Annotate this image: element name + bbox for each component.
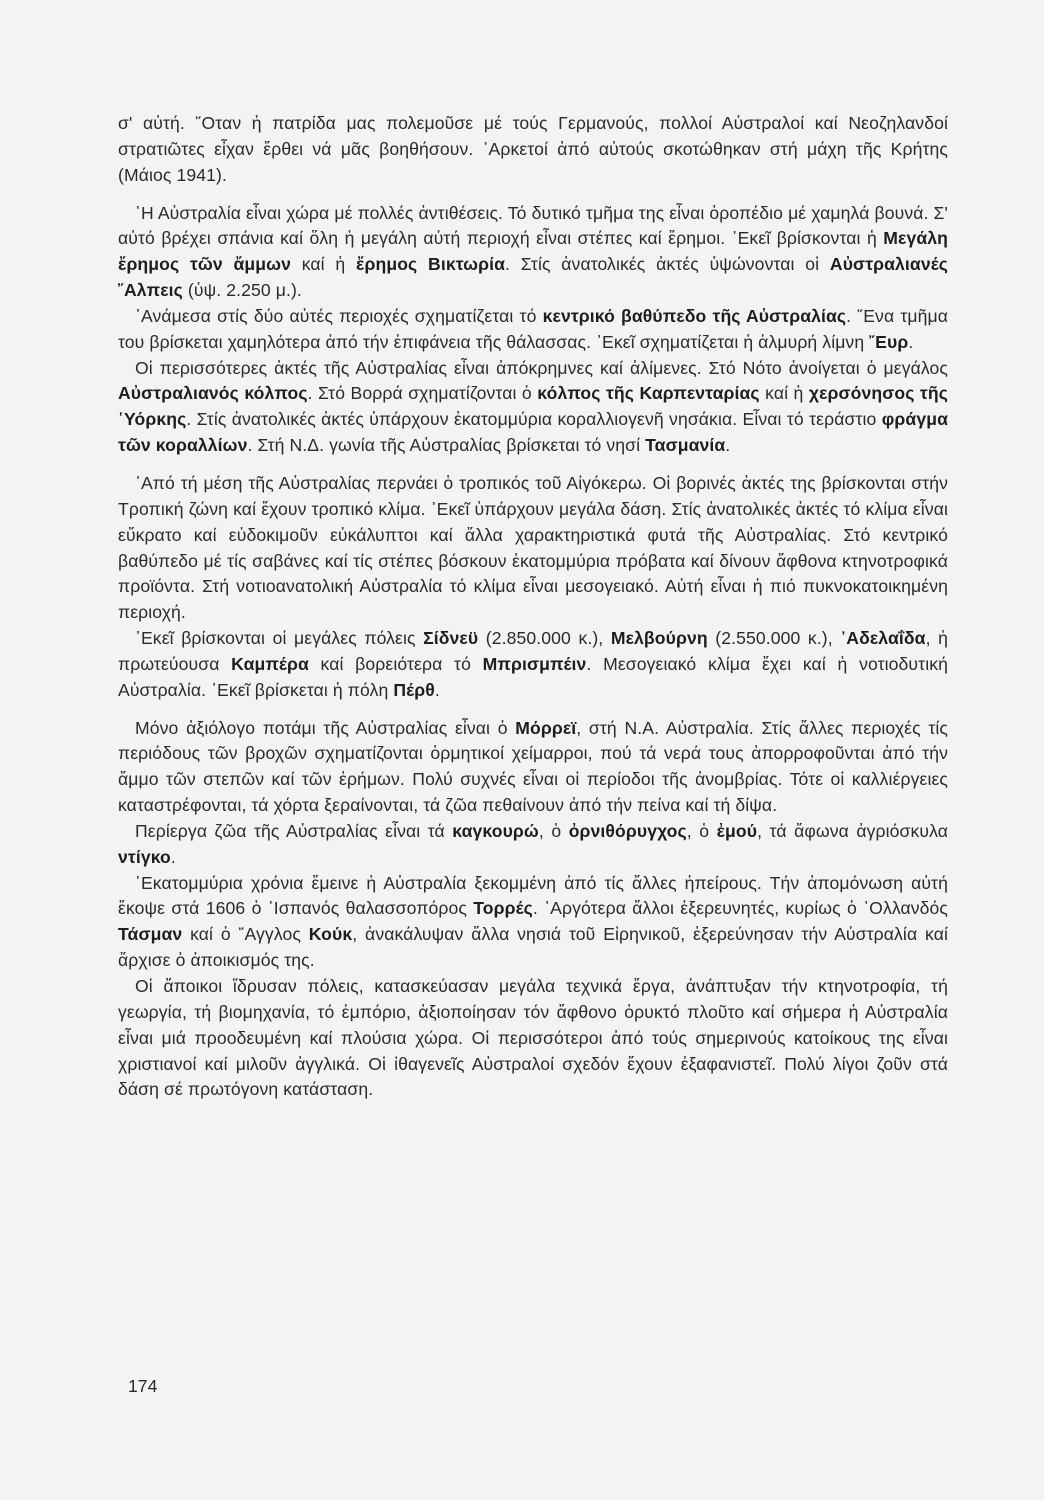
text-run: καί ἡ — [759, 383, 809, 404]
text-run: . Στό Βορρά σχηματίζονται ὁ — [307, 383, 538, 404]
text-run: , τά ἄφωνα ἀγριόσκυλα — [757, 820, 948, 841]
text-run: . — [434, 679, 440, 700]
text-run: . Στίς ἀνατολικές ἀκτές ὑπάρχουν ἑκατομμύρια κοραλλιογενῆ νησάκια. Εἶναι τό τεράστιο — [186, 409, 882, 430]
bold-term: κόλπος τῆς Καρπενταρίας — [537, 383, 760, 404]
text-run: , ὁ — [686, 820, 717, 841]
bold-term: Σίδνεϋ — [423, 628, 479, 649]
paragraph — [118, 626, 948, 704]
bold-term: Αὐστραλιανός κόλπος — [118, 383, 308, 404]
body-text — [118, 111, 948, 1103]
paragraph — [118, 111, 948, 189]
text-run: καί ὁ ῎Αγγλος — [182, 924, 309, 945]
bold-term: ἔρημος Βικτωρία — [356, 254, 506, 275]
text-run: ῾Εκατομμύρια χρόνια ἔμεινε ἡ Αὐστραλία ξεκομμένη ἀπό τίς ἄλλες ἠπείρους. Τήν ἀπομόνωση αὐτή ἔκοψε στά 1606 ὁ ᾿Ισπανός θαλασσοπόρος — [118, 872, 948, 919]
text-run: Περίεργα ζῶα τῆς Αὐστραλίας εἶναι τά — [135, 820, 453, 841]
text-run: , ἀνακάλυψαν ἄλλα νησιά τοῦ Εἰρηνικοῦ, ἐξερεύνησαν τήν Αὐστραλία καί ἄρχισε ὁ ἀποικισμός της. — [118, 924, 948, 971]
bold-term: Μεγάλη ἔρημος τῶν ἄμμων — [118, 228, 948, 275]
text-run: Οἱ περισσότερες ἀκτές τῆς Αὐστραλίας εἶναι ἀπόκρημνες καί ἀλίμενες. Στό Νότο ἀνοίγεται ὁ μεγάλος — [135, 357, 948, 378]
bold-term: Τασμανία — [645, 435, 726, 456]
bold-term: καγκουρώ — [452, 820, 539, 841]
bold-term: Καμπέρα — [231, 653, 309, 674]
text-run: . Μεσογειακό κλίμα ἔχει καί ἡ νοτιοδυτική Αὐστραλία. ᾿Εκεῖ βρίσκεται ἡ πόλη — [118, 653, 948, 700]
text-run: . — [170, 846, 176, 867]
bold-term: κεντρικό βαθύπεδο τῆς Αὐστραλίας — [542, 305, 847, 326]
page-number: 174 — [128, 1376, 158, 1396]
bold-term: φράγμα τῶν κοραλλίων — [118, 409, 948, 456]
text-run: Μόνο ἀξιόλογο ποτάμι τῆς Αὐστραλίας εἶναι ὁ — [135, 717, 516, 738]
text-run: . — [908, 331, 914, 352]
text-run: σ' αὐτή. ῞Οταν ἡ πατρίδα μας πολεμοῦσε μέ τούς Γερμανούς, πολλοί Αὐστραλοί καί Νεοζηλανδοί στρατιῶτες εἶχαν ἔρθει νά μᾶς βοηθήσουν. ᾿Αρκετοί ἀπό αὐτούς σκοτώθηκαν στή μάχη τῆς Κρήτης (Μάιος 1941). — [118, 113, 948, 185]
paragraph — [118, 716, 948, 819]
text-run: ᾿Ανάμεσα στίς δύο αὐτές περιοχές σχηματίζεται τό — [135, 305, 543, 326]
text-run: . Στίς ἀνατολικές ἀκτές ὑψώνονται οἱ — [505, 254, 830, 275]
text-run: , ὁ — [538, 820, 569, 841]
text-run: . ᾿Αργότερα ἄλλοι ἐξερευνητές, κυρίως ὁ ᾿Ολλανδός — [532, 898, 949, 919]
text-run: ῾Η Αὐστραλία εἶναι χώρα μέ πολλές ἀντιθέσεις. Τό δυτικό τμῆμα της εἶναι ὀροπέδιο μέ χαμηλά βουνά. Σ' αὐτό βρέχει σπάνια καί ὅλη ἡ μεγάλη αὐτή περιοχή εἶναι στέπες καί ἔρημοι. ᾿Εκεῖ βρίσκονται ἡ — [118, 202, 948, 249]
text-run: . Στή Ν.Δ. γωνία τῆς Αὐστραλίας βρίσκεται τό νησί — [247, 435, 646, 456]
bold-term: ῎Ευρ — [869, 331, 909, 352]
bold-term: Κούκ — [308, 924, 353, 945]
text-run: , στή Ν.Α. Αὐστραλία. Στίς ἄλλες περιοχές τίς περιόδους τῶν βροχῶν σχηματίζονται ὁρμητικοί χείμαρροι, πού τά νερά τους ἀπορροφοῦνται ἀπό τήν ἄμμο τῶν στεπῶν καί τῶν ἐρήμων. Πολύ συχνές εἶναι οἱ περίοδοι τῆς ἀνομβρίας. Τότε οἱ καλλιέργειες καταστρέφονται, τά χόρτα ξεραίνονται, τά ζῶα πεθαίνουν ἀπό τήν πείνα καί τή δίψα. — [118, 717, 948, 816]
text-run: (2.550.000 κ.), — [707, 628, 841, 649]
paragraph — [118, 871, 948, 974]
bold-term: Μελβούρνη — [610, 628, 708, 649]
text-run: . — [725, 435, 731, 456]
bold-term: Τορρές — [473, 898, 533, 919]
text-run: (ὑψ. 2.250 μ.). — [182, 280, 302, 301]
text-run: καί βορειότερα τό — [308, 653, 483, 674]
bold-term: Τάσμαν — [118, 924, 183, 945]
text-run: ᾿Από τή μέση τῆς Αὐστραλίας περνάει ὁ τροπικός τοῦ Αἰγόκερω. Οἱ βορινές ἀκτές της βρίσκονται στήν Τροπική ζώνη καί ἔχουν τροπικό κλίμα. ᾿Εκεῖ ὑπάρχουν μεγάλα δάση. Στίς ἀνατολικές ἀκτές τό κλίμα εἶναι εὔκρατο καί εὐδοκιμοῦν εὐκάλυπτοι καί ἄλλα χαρακτηριστικά φυτά τῆς Αὐστραλίας. Στό κεντρικό βαθύπεδο μέ τίς σαβάνες καί τίς στέπες βόσκουν ἑκατομμύρια πρόβατα καί δίνουν ἄφθονα κτηνοτροφικά προϊόντα. Στή νοτιοανατολική Αὐστραλία τό κλίμα εἶναι μεσογειακό. Αὐτή εἶναι ἡ πιό πυκνοκατοικημένη περιοχή. — [118, 472, 948, 623]
paragraph — [118, 201, 948, 304]
bold-term: ὀρνιθόρυγχος — [568, 820, 687, 841]
bold-term: ἐμού — [716, 820, 758, 841]
bold-term: ντίγκο — [118, 846, 171, 867]
paragraph — [118, 356, 948, 459]
text-run: . ῞Ενα τμῆμα του βρίσκεται χαμηλότερα ἀπό τήν ἐπιφάνεια τῆς θάλασσας. ᾿Εκεῖ σχηματίζεται ἡ ἁλμυρή λίμνη — [118, 305, 949, 352]
text-run: καί ἡ — [291, 254, 357, 275]
bold-term: Αὐστραλιανές ῎Αλπεις — [118, 254, 948, 301]
bold-term: Πέρθ — [393, 679, 435, 700]
text-run: Οἱ ἄποικοι ἵδρυσαν πόλεις, κατασκεύασαν μεγάλα τεχνικά ἔργα, ἀνάπτυξαν τήν κτηνοτροφία, τή γεωργία, τή βιομηχανία, τό ἐμπόριο, ἀξιοποίησαν τόν ἄφθονο ὀρυκτό πλοῦτο καί σήμερα ἡ Αὐστραλία εἶναι μιά προοδευμένη καί πλούσια χώρα. Οἱ περισσότεροι ἀπό τούς σημερινούς κατοίκους της εἶναι χριστιανοί καί μιλοῦν ἀγγλικά. Οἱ ἰθαγενεῖς Αὐστραλοί σχεδόν ἔχουν ἐξαφανιστεῖ. Πολύ λίγοι ζοῦν στά δάση σέ πρωτόγονη κατάσταση. — [118, 976, 948, 1100]
text-run: , ἡ πρωτεύουσα — [118, 628, 948, 674]
paragraph — [118, 819, 948, 871]
bold-term: ᾿Αδελαΐδα — [840, 628, 926, 649]
bold-term: Μπρισμπέιν — [482, 653, 587, 674]
paragraph — [118, 304, 948, 356]
paragraph — [118, 974, 948, 1103]
text-run: ᾿Εκεῖ βρίσκονται οἱ μεγάλες πόλεις — [135, 628, 424, 649]
paragraph — [118, 471, 948, 626]
bold-term: Μόρρεϊ — [515, 717, 577, 738]
text-run: (2.850.000 κ.), — [478, 628, 611, 649]
bold-term: χερσόνησος τῆς ῾Υόρκης — [118, 383, 948, 430]
